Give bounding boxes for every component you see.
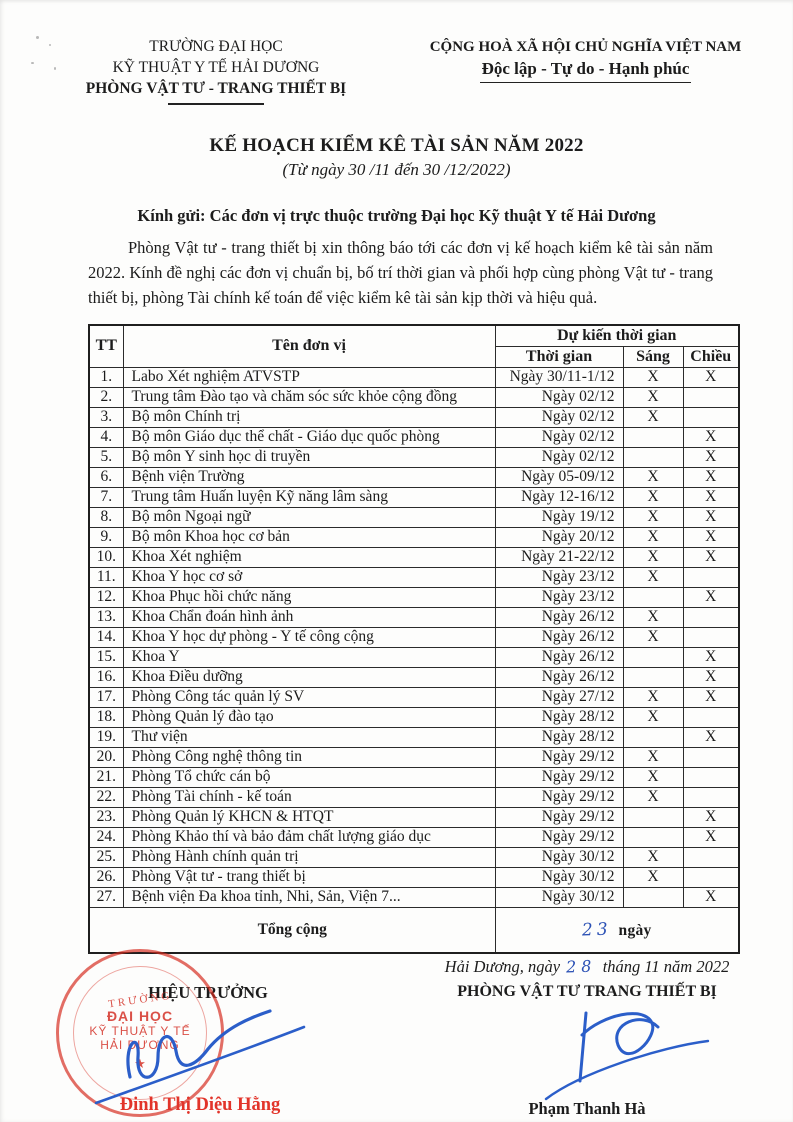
row-number-cell: 17.: [89, 687, 123, 707]
stamp-line-3: HẢI DƯƠNG: [100, 1038, 180, 1052]
table-row: [89, 607, 739, 627]
unit-name-cell: Bộ môn Giáo dục thể chất - Giáo dục quốc phòng: [123, 427, 495, 447]
table-row: [89, 727, 739, 747]
date-cell: Ngày 29/12: [495, 747, 623, 767]
national-title: CỘNG HOÀ XÃ HỘI CHỦ NGHĨA VIỆT NAM: [429, 39, 742, 55]
afternoon-mark-cell: X: [683, 727, 739, 747]
date-cell: Ngày 02/12: [495, 387, 623, 407]
row-number-cell: 26.: [89, 867, 123, 887]
unit-name-cell: Trung tâm Huấn luyện Kỹ năng lâm sàng: [123, 487, 495, 507]
morning-mark-cell: X: [623, 467, 683, 487]
date-cell: Ngày 02/12: [495, 407, 623, 427]
row-number-cell: 5.: [89, 447, 123, 467]
unit-name-cell: Bộ môn Y sinh học di truyền: [123, 447, 495, 467]
stamp-line-2: KỸ THUẬT Y TẾ: [89, 1024, 191, 1038]
handwritten-total-days: 23: [581, 919, 612, 941]
date-cell: Ngày 29/12: [495, 827, 623, 847]
table-body: [89, 367, 739, 907]
row-number-cell: 11.: [89, 567, 123, 587]
table-row: [89, 867, 739, 887]
date-cell: Ngày 30/11-1/12: [495, 367, 623, 387]
row-number-cell: 20.: [89, 747, 123, 767]
afternoon-mark-cell: [683, 867, 739, 887]
date-cell: Ngày 30/12: [495, 887, 623, 907]
document-subtitle: (Từ ngày 30 /11 đến 30 /12/2022): [282, 160, 511, 179]
letterhead: [0, 0, 793, 105]
unit-name-cell: Bộ môn Ngoại ngữ: [123, 507, 495, 527]
table-row: [89, 367, 739, 387]
afternoon-mark-cell: [683, 787, 739, 807]
col-header-morning: Sáng: [623, 346, 683, 367]
unit-name-cell: Phòng Hành chính quản trị: [123, 847, 495, 867]
unit-name-cell: Phòng Công tác quản lý SV: [123, 687, 495, 707]
row-number-cell: 9.: [89, 527, 123, 547]
morning-mark-cell: X: [623, 867, 683, 887]
morning-mark-cell: X: [623, 607, 683, 627]
morning-mark-cell: [623, 427, 683, 447]
row-number-cell: 3.: [89, 407, 123, 427]
unit-name-cell: Phòng Công nghệ thông tin: [123, 747, 495, 767]
row-number-cell: 19.: [89, 727, 123, 747]
total-days-unit: ngày: [618, 921, 652, 939]
afternoon-mark-cell: X: [683, 487, 739, 507]
date-cell: Ngày 05-09/12: [495, 467, 623, 487]
morning-mark-cell: X: [623, 767, 683, 787]
org-line-1: TRƯỜNG ĐẠI HỌC: [149, 38, 283, 55]
date-cell: Ngày 02/12: [495, 427, 623, 447]
row-number-cell: 16.: [89, 667, 123, 687]
row-number-cell: 23.: [89, 807, 123, 827]
morning-mark-cell: X: [623, 747, 683, 767]
date-cell: Ngày 26/12: [495, 667, 623, 687]
morning-mark-cell: X: [623, 547, 683, 567]
morning-mark-cell: [623, 827, 683, 847]
table-row: [89, 887, 739, 907]
unit-name-cell: Bộ môn Khoa học cơ bản: [123, 527, 495, 547]
unit-name-cell: Trung tâm Đào tạo và chăm sóc sức khỏe cộng đồng: [123, 387, 495, 407]
afternoon-mark-cell: X: [683, 827, 739, 847]
date-cell: Ngày 28/12: [495, 727, 623, 747]
unit-name-cell: Khoa Điều dưỡng: [123, 667, 495, 687]
unit-name-cell: Khoa Y học cơ sở: [123, 567, 495, 587]
afternoon-mark-cell: X: [683, 367, 739, 387]
afternoon-mark-cell: [683, 847, 739, 867]
row-number-cell: 15.: [89, 647, 123, 667]
morning-mark-cell: X: [623, 527, 683, 547]
morning-mark-cell: [623, 587, 683, 607]
rector-title: HIỆU TRƯỞNG: [148, 983, 268, 1002]
row-number-cell: 14.: [89, 627, 123, 647]
afternoon-mark-cell: [683, 407, 739, 427]
unit-name-cell: Bệnh viện Đa khoa tỉnh, Nhi, Sản, Viện 7...: [123, 887, 495, 907]
unit-name-cell: Phòng Tài chính - kế toán: [123, 787, 495, 807]
body-paragraph: Phòng Vật tư - trang thiết bị xin thông báo tới các đơn vị kế hoạch kiểm kê tài sản năm 2022. Kính đề nghị các đơn vị chuẩn bị, bố trí thời gian và phối hợp cùng phòng Vật tư - trang thiết bị, phòng Tài chính kế toán để việc kiểm kê tài sản kịp thời và hiệu quả.: [88, 238, 713, 307]
unit-name-cell: Phòng Khảo thí và bảo đảm chất lượng giáo dục: [123, 827, 495, 847]
afternoon-mark-cell: X: [683, 687, 739, 707]
date-cell: Ngày 26/12: [495, 627, 623, 647]
row-number-cell: 22.: [89, 787, 123, 807]
table-row: [89, 847, 739, 867]
date-cell: Ngày 12-16/12: [495, 487, 623, 507]
date-cell: Ngày 23/12: [495, 567, 623, 587]
scan-speck: [49, 44, 51, 46]
row-number-cell: 6.: [89, 467, 123, 487]
morning-mark-cell: [623, 727, 683, 747]
afternoon-mark-cell: X: [683, 527, 739, 547]
department-signature: [540, 1003, 725, 1108]
date-cell: Ngày 30/12: [495, 847, 623, 867]
morning-mark-cell: [623, 667, 683, 687]
date-cell: Ngày 28/12: [495, 707, 623, 727]
date-cell: Ngày 29/12: [495, 787, 623, 807]
unit-name-cell: Bệnh viện Trường: [123, 467, 495, 487]
morning-mark-cell: [623, 447, 683, 467]
afternoon-mark-cell: X: [683, 547, 739, 567]
row-number-cell: 4.: [89, 427, 123, 447]
date-cell: Ngày 02/12: [495, 447, 623, 467]
morning-mark-cell: X: [623, 487, 683, 507]
table-row: [89, 787, 739, 807]
table-row: [89, 827, 739, 847]
national-motto-block: [392, 36, 779, 105]
morning-mark-cell: X: [623, 407, 683, 427]
col-header-time: Thời gian: [495, 346, 623, 367]
unit-name-cell: Phòng Vật tư - trang thiết bị: [123, 867, 495, 887]
org-line-3: PHÒNG VẬT TƯ - TRANG THIẾT BỊ: [85, 80, 347, 97]
unit-name-cell: Bộ môn Chính trị: [123, 407, 495, 427]
row-number-cell: 13.: [89, 607, 123, 627]
table-row: [89, 687, 739, 707]
unit-name-cell: Khoa Y học dự phòng - Y tế công cộng: [123, 627, 495, 647]
table-row: [89, 707, 739, 727]
salutation-line: Kính gửi: Các đơn vị trực thuộc trường Đại học Kỹ thuật Y tế Hải Dương: [137, 206, 656, 225]
row-number-cell: 1.: [89, 367, 123, 387]
unit-name-cell: Khoa Y: [123, 647, 495, 667]
afternoon-mark-cell: X: [683, 887, 739, 907]
table-row: [89, 487, 739, 507]
afternoon-mark-cell: X: [683, 467, 739, 487]
morning-mark-cell: X: [623, 367, 683, 387]
morning-mark-cell: X: [623, 687, 683, 707]
date-prefix: Hải Dương, ngày: [444, 957, 561, 976]
table-row: [89, 407, 739, 427]
date-suffix: tháng 11 năm 2022: [602, 957, 730, 976]
afternoon-mark-cell: [683, 387, 739, 407]
total-row: [89, 907, 739, 953]
org-underline: [168, 103, 264, 105]
rector-signature: [92, 999, 322, 1109]
afternoon-mark-cell: X: [683, 587, 739, 607]
afternoon-mark-cell: X: [683, 507, 739, 527]
morning-mark-cell: X: [623, 787, 683, 807]
table-row: [89, 427, 739, 447]
row-number-cell: 12.: [89, 587, 123, 607]
unit-name-cell: Khoa Chẩn đoán hình ảnh: [123, 607, 495, 627]
morning-mark-cell: X: [623, 707, 683, 727]
col-header-unit: Tên đơn vị: [123, 325, 495, 367]
table-row: [89, 587, 739, 607]
table-row: [89, 627, 739, 647]
handwritten-day: 28: [565, 956, 597, 977]
afternoon-mark-cell: [683, 767, 739, 787]
inventory-schedule-table: [88, 324, 740, 954]
col-header-tt: TT: [89, 325, 123, 367]
date-cell: Ngày 27/12: [495, 687, 623, 707]
date-cell: Ngày 23/12: [495, 587, 623, 607]
total-value: [495, 907, 739, 953]
morning-mark-cell: X: [623, 387, 683, 407]
total-label: Tổng cộng: [89, 907, 495, 953]
unit-name-cell: Khoa Xét nghiệm: [123, 547, 495, 567]
date-cell: Ngày 29/12: [495, 807, 623, 827]
org-line-2: KỸ THUẬT Y TẾ HẢI DƯƠNG: [112, 59, 320, 76]
morning-mark-cell: [623, 647, 683, 667]
table-row: [89, 667, 739, 687]
scan-speck: [31, 62, 34, 64]
table-row: [89, 647, 739, 667]
afternoon-mark-cell: X: [683, 647, 739, 667]
row-number-cell: 7.: [89, 487, 123, 507]
stamp-arc-text: TRƯỜNG: [107, 989, 173, 1011]
stamp-line-1: ĐẠI HỌC: [106, 1008, 174, 1024]
stamp-star-icon: ★: [134, 1056, 146, 1071]
morning-mark-cell: [623, 887, 683, 907]
table-row: [89, 507, 739, 527]
row-number-cell: 10.: [89, 547, 123, 567]
department-head-name: Phạm Thanh Hà: [528, 1099, 646, 1118]
date-place-line: [398, 957, 776, 977]
afternoon-mark-cell: [683, 627, 739, 647]
afternoon-mark-cell: [683, 707, 739, 727]
unit-name-cell: Labo Xét nghiệm ATVSTP: [123, 367, 495, 387]
afternoon-mark-cell: X: [683, 667, 739, 687]
table-row: [89, 527, 739, 547]
unit-name-cell: Phòng Tổ chức cán bộ: [123, 767, 495, 787]
scan-speck: [54, 67, 56, 70]
table-row: [89, 467, 739, 487]
unit-name-cell: Thư viện: [123, 727, 495, 747]
afternoon-mark-cell: X: [683, 447, 739, 467]
row-number-cell: 8.: [89, 507, 123, 527]
title-block: [0, 135, 793, 180]
table-row: [89, 747, 739, 767]
department-title: PHÒNG VẬT TƯ TRANG THIẾT BỊ: [457, 983, 717, 1000]
date-cell: Ngày 21-22/12: [495, 547, 623, 567]
row-number-cell: 25.: [89, 847, 123, 867]
unit-name-cell: Khoa Phục hồi chức năng: [123, 587, 495, 607]
issuing-org-block: [40, 36, 392, 105]
afternoon-mark-cell: X: [683, 807, 739, 827]
unit-name-cell: Phòng Quản lý đào tạo: [123, 707, 495, 727]
document-title: KẾ HOẠCH KIỂM KÊ TÀI SẢN NĂM 2022: [209, 135, 584, 156]
date-cell: Ngày 19/12: [495, 507, 623, 527]
morning-mark-cell: X: [623, 567, 683, 587]
date-cell: Ngày 26/12: [495, 607, 623, 627]
date-cell: Ngày 26/12: [495, 647, 623, 667]
morning-mark-cell: X: [623, 627, 683, 647]
date-cell: Ngày 30/12: [495, 867, 623, 887]
table-row: [89, 447, 739, 467]
row-number-cell: 2.: [89, 387, 123, 407]
row-number-cell: 21.: [89, 767, 123, 787]
table-row: [89, 547, 739, 567]
table-row: [89, 767, 739, 787]
col-header-afternoon: Chiều: [683, 346, 739, 367]
col-header-expected-time: Dự kiến thời gian: [495, 325, 739, 346]
table-row: [89, 807, 739, 827]
signature-section: [0, 957, 793, 1122]
row-number-cell: 27.: [89, 887, 123, 907]
row-number-cell: 24.: [89, 827, 123, 847]
afternoon-mark-cell: [683, 747, 739, 767]
table-row: [89, 567, 739, 587]
morning-mark-cell: X: [623, 507, 683, 527]
afternoon-mark-cell: X: [683, 427, 739, 447]
rector-name: Đinh Thị Diệu Hằng: [119, 1095, 281, 1115]
afternoon-mark-cell: [683, 567, 739, 587]
scan-speck: [36, 36, 39, 39]
national-motto: Độc lập - Tự do - Hạnh phúc: [480, 58, 692, 83]
table-row: [89, 387, 739, 407]
unit-name-cell: Phòng Quản lý KHCN & HTQT: [123, 807, 495, 827]
date-cell: Ngày 29/12: [495, 767, 623, 787]
table-header-row-1: [89, 325, 739, 346]
row-number-cell: 18.: [89, 707, 123, 727]
date-cell: Ngày 20/12: [495, 527, 623, 547]
morning-mark-cell: X: [623, 847, 683, 867]
afternoon-mark-cell: [683, 607, 739, 627]
morning-mark-cell: [623, 807, 683, 827]
